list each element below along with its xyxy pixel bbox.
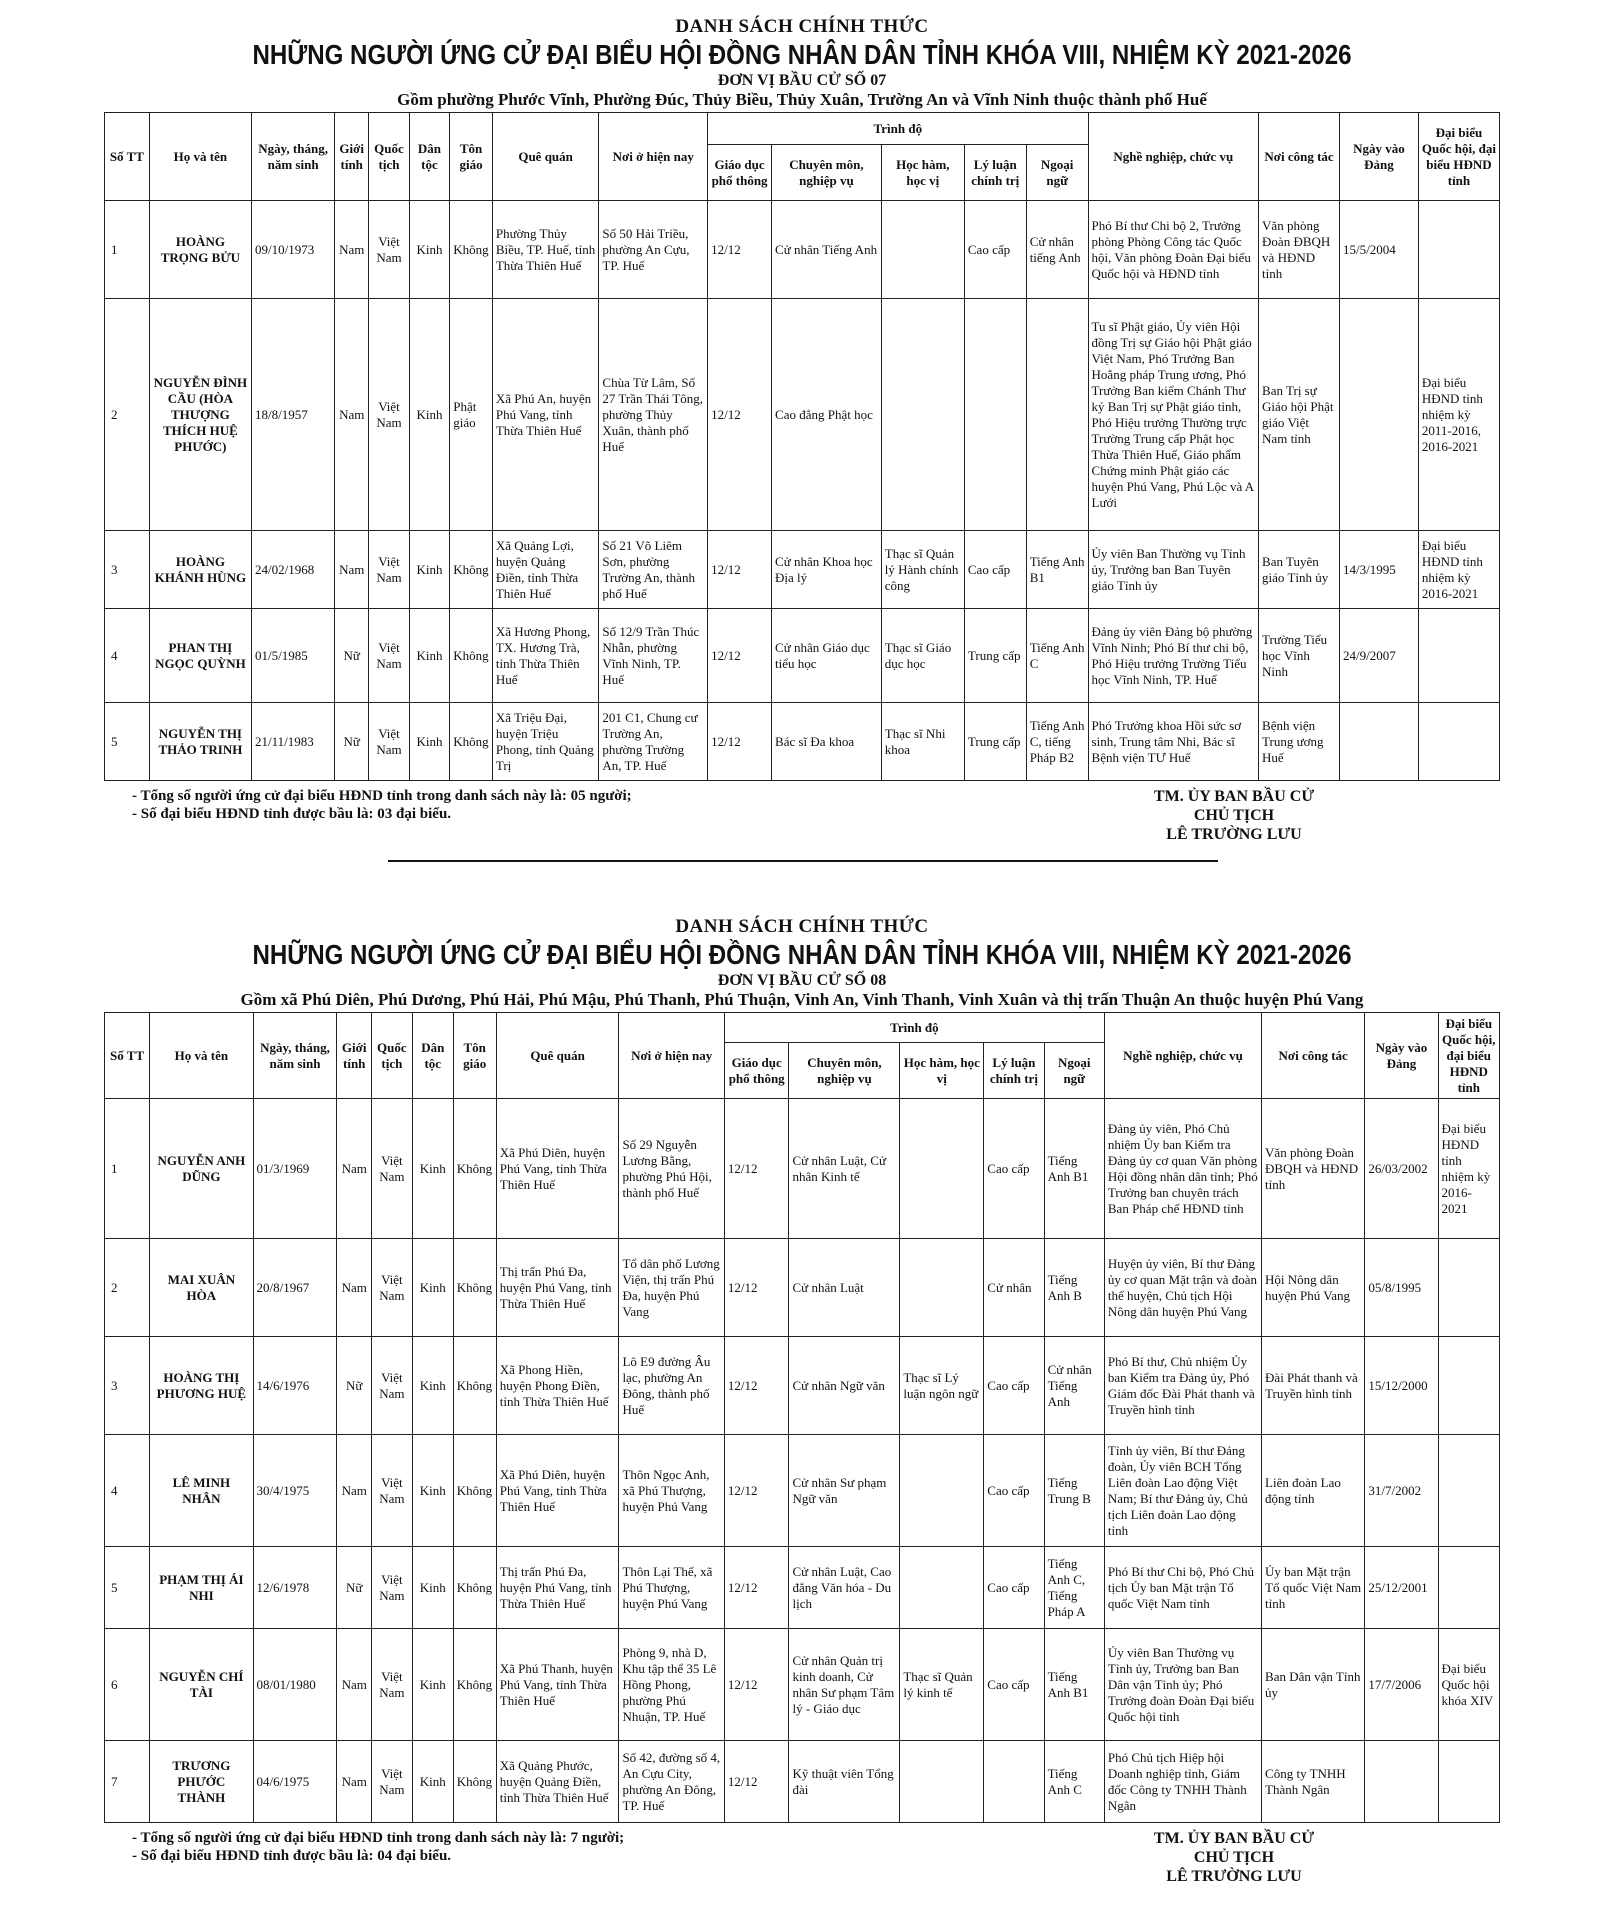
cell-politics: Cử nhân (984, 1239, 1044, 1337)
footer-notes (104, 1829, 1500, 1889)
cell-stt: 5 (105, 1547, 150, 1629)
cell-ethnicity: Kinh (412, 1337, 453, 1435)
cell-language: Tiếng Anh C, tiếng Pháp B2 (1026, 703, 1088, 781)
col-occupation: Nghề nghiệp, chức vụ (1088, 113, 1259, 201)
cell-politics: Cao cấp (964, 201, 1026, 299)
cell-stt: 4 (105, 1435, 150, 1547)
col-language: Ngoại ngữ (1044, 1043, 1104, 1099)
cell-general-edu: 12/12 (708, 609, 772, 703)
cell-party-date: 25/12/2001 (1365, 1547, 1438, 1629)
cell-party-date (1365, 1741, 1438, 1823)
cell-degree: Thạc sĩ Giáo dục học (881, 609, 964, 703)
cell-occupation: Phó Chủ tịch Hiệp hội Doanh nghiệp tỉnh, Giám đốc Công ty TNHH Thành Ngân (1104, 1741, 1261, 1823)
col-degree: Học hàm, học vị (900, 1043, 984, 1099)
cell-general-edu: 12/12 (708, 531, 772, 609)
note-seats: - Số đại biểu HĐND tỉnh được bầu là: 04 đại biểu. (132, 1848, 452, 1864)
table-row (105, 1547, 1500, 1629)
col-delegate: Đại biểu Quốc hội, đại biểu HĐND tỉnh (1418, 113, 1499, 201)
cell-occupation: Tỉnh ủy viên, Bí thư Đảng đoàn, Ủy viên BCH Tổng Liên đoàn Lao động Việt Nam; Bí thư Đảng ủy, Chủ tịch Liên đoàn Lao động tỉnh (1104, 1435, 1261, 1547)
col-workplace: Nơi công tác (1262, 1013, 1365, 1099)
cell-stt: 7 (105, 1741, 150, 1823)
cell-stt: 1 (105, 201, 150, 299)
cell-degree (900, 1239, 984, 1337)
col-religion: Tôn giáo (450, 113, 493, 201)
cell-specialty: Cử nhân Ngữ văn (789, 1337, 900, 1435)
table-row (105, 1629, 1500, 1741)
footer-notes (104, 787, 1500, 847)
cell-specialty: Cử nhân Quản trị kinh doanh, Cử nhân Sư phạm Tâm lý - Giáo dục (789, 1629, 900, 1741)
cell-dob: 21/11/1983 (252, 703, 335, 781)
cell-workplace: Văn phòng Đoàn ĐBQH và HĐND tỉnh (1262, 1099, 1365, 1239)
doc-kicker: DANH SÁCH CHÍNH THỨC (675, 916, 929, 937)
cell-hometown: Phường Thủy Biều, TP. Huế, tỉnh Thừa Thiên Huế (492, 201, 599, 299)
section-header (104, 916, 1500, 1010)
cell-stt: 4 (105, 609, 150, 703)
cell-party-date (1340, 299, 1419, 531)
cell-occupation: Phó Bí thư Chi bộ, Phó Chủ tịch Ủy ban Mặt trận Tổ quốc Việt Nam tỉnh (1104, 1547, 1261, 1629)
cell-hometown: Xã Phú Thanh, huyện Phú Vang, tỉnh Thừa Thiên Huế (496, 1629, 619, 1741)
cell-name: NGUYỄN THỊ THẢO TRINH (149, 703, 251, 781)
cell-residence: Lô E9 đường Âu lạc, phường An Đông, thành phố Huế (619, 1337, 724, 1435)
cell-language: Tiếng Anh C (1044, 1741, 1104, 1823)
cell-nationality: Việt Nam (371, 1435, 412, 1547)
cell-delegate (1438, 1741, 1499, 1823)
cell-ethnicity: Kinh (412, 1435, 453, 1547)
cell-stt: 2 (105, 1239, 150, 1337)
cell-ethnicity: Kinh (412, 1629, 453, 1741)
note-seats: - Số đại biểu HĐND tỉnh được bầu là: 03 đại biểu. (132, 806, 452, 822)
cell-hometown: Xã Triệu Đại, huyện Triệu Phong, tỉnh Quảng Trị (492, 703, 599, 781)
cell-delegate: Đại biểu HĐND tỉnh nhiệm kỳ 2011-2016, 2016-2021 (1418, 299, 1499, 531)
cell-specialty: Cử nhân Khoa học Địa lý (772, 531, 882, 609)
cell-politics: Trung cấp (964, 609, 1026, 703)
cell-nationality: Việt Nam (371, 1547, 412, 1629)
cell-language: Tiếng Anh B1 (1044, 1629, 1104, 1741)
cell-specialty: Cử nhân Luật (789, 1239, 900, 1337)
cell-specialty: Cao đẳng Phật học (772, 299, 882, 531)
signature-block (1084, 1829, 1384, 1886)
cell-name: PHAN THỊ NGỌC QUỲNH (149, 609, 251, 703)
cell-hometown: Xã Phú Diên, huyện Phú Vang, tỉnh Thừa Thiên Huế (496, 1435, 619, 1547)
cell-hometown: Xã Phú Diên, huyện Phú Vang, tỉnh Thừa Thiên Huế (496, 1099, 619, 1239)
signature-block (1084, 787, 1384, 844)
cell-residence: Số 12/9 Trần Thúc Nhẫn, phường Vĩnh Ninh, TP. Huế (599, 609, 708, 703)
cell-occupation: Huyện ủy viên, Bí thư Đảng ủy cơ quan Mặt trận và đoàn thể huyện, Chủ tịch Hội Nông dân huyện Phú Vang (1104, 1239, 1261, 1337)
cell-language: Tiếng Anh B1 (1026, 531, 1088, 609)
cell-language: Tiếng Anh B1 (1044, 1099, 1104, 1239)
col-name: Họ và tên (150, 1013, 253, 1099)
cell-ethnicity: Kinh (412, 1099, 453, 1239)
cell-stt: 3 (105, 1337, 150, 1435)
cell-specialty: Cử nhân Tiếng Anh (772, 201, 882, 299)
col-specialty: Chuyên môn, nghiệp vụ (789, 1043, 900, 1099)
cell-residence: Tổ dân phố Lương Viện, thị trấn Phú Đa, huyện Phú Vang (619, 1239, 724, 1337)
cell-occupation: Đảng ủy viên Đảng bộ phường Vĩnh Ninh; Phó Bí thư chi bộ, Phó Hiệu trưởng Trường Tiểu học Vĩnh Ninh, TP. Huế (1088, 609, 1259, 703)
cell-name: PHẠM THỊ ÁI NHI (150, 1547, 253, 1629)
cell-politics: Cao cấp (984, 1435, 1044, 1547)
cell-nationality: Việt Nam (371, 1337, 412, 1435)
cell-religion: Không (453, 1099, 496, 1239)
doc-title: NHỮNG NGƯỜI ỨNG CỬ ĐẠI BIỂU HỘI ĐỒNG NHÂN DÂN TỈNH KHÓA VIII, NHIỆM KỲ 2021-2026 (252, 939, 1352, 970)
cell-religion: Không (450, 609, 493, 703)
sign-org: TM. ỦY BAN BẦU CỬ (1153, 788, 1315, 805)
cell-hometown: Xã Quảng Lợi, huyện Quảng Điền, tỉnh Thừa Thiên Huế (492, 531, 599, 609)
cell-workplace: Ban Trị sự Giáo hội Phật giáo Việt Nam tỉnh (1259, 299, 1340, 531)
cell-ethnicity: Kinh (409, 531, 449, 609)
cell-nationality: Việt Nam (369, 299, 409, 531)
cell-hometown: Xã Hương Phong, TX. Hương Trà, tỉnh Thừa Thiên Huế (492, 609, 599, 703)
cell-dob: 18/8/1957 (252, 299, 335, 531)
cell-religion: Phật giáo (450, 299, 493, 531)
cell-occupation: Ủy viên Ban Thường vụ Tỉnh ủy, Trưởng ban Ban Tuyên giáo Tỉnh ủy (1088, 531, 1259, 609)
cell-delegate (1438, 1435, 1499, 1547)
note-total-candidates: - Tổng số người ứng cử đại biểu HĐND tỉnh trong danh sách này là: 7 người; (132, 1830, 625, 1846)
cell-residence: Số 42, đường số 4, An Cựu City, phường An Đông, TP. Huế (619, 1741, 724, 1823)
cell-politics: Cao cấp (984, 1337, 1044, 1435)
cell-nationality: Việt Nam (369, 703, 409, 781)
cell-language: Tiếng Anh C, Tiếng Pháp A (1044, 1547, 1104, 1629)
cell-nationality: Việt Nam (369, 201, 409, 299)
cell-dob: 30/4/1975 (253, 1435, 337, 1547)
cell-degree (900, 1547, 984, 1629)
cell-delegate (1418, 609, 1499, 703)
doc-kicker: DANH SÁCH CHÍNH THỨC (675, 16, 929, 37)
cell-ethnicity: Kinh (409, 201, 449, 299)
col-general-edu: Giáo dục phổ thông (708, 145, 772, 201)
doc-title: NHỮNG NGƯỜI ỨNG CỬ ĐẠI BIỂU HỘI ĐỒNG NHÂN DÂN TỈNH KHÓA VIII, NHIỆM KỲ 2021-2026 (252, 39, 1352, 70)
cell-hometown: Xã Phú An, huyện Phú Vang, tỉnh Thừa Thiên Huế (492, 299, 599, 531)
cell-dob: 24/02/1968 (252, 531, 335, 609)
col-party-date: Ngày vào Đảng (1365, 1013, 1438, 1099)
cell-residence: Số 29 Nguyễn Lương Bằng, phường Phú Hội, thành phố Huế (619, 1099, 724, 1239)
table-row (105, 1741, 1500, 1823)
cell-general-edu: 12/12 (724, 1099, 789, 1239)
cell-degree: Thạc sĩ Nhi khoa (881, 703, 964, 781)
cell-politics (964, 299, 1026, 531)
table-row (105, 201, 1500, 299)
cell-delegate (1438, 1337, 1499, 1435)
cell-workplace: Trường Tiểu học Vĩnh Ninh (1259, 609, 1340, 703)
col-residence: Nơi ở hiện nay (599, 113, 708, 201)
cell-workplace: Ban Dân vận Tỉnh ủy (1262, 1629, 1365, 1741)
cell-specialty: Cử nhân Luật, Cử nhân Kinh tế (789, 1099, 900, 1239)
cell-dob: 09/10/1973 (252, 201, 335, 299)
cell-politics: Cao cấp (984, 1099, 1044, 1239)
cell-specialty: Kỹ thuật viên Tổng đài (789, 1741, 900, 1823)
cell-politics: Cao cấp (984, 1629, 1044, 1741)
cell-party-date: 31/7/2002 (1365, 1435, 1438, 1547)
election-area: Gồm phường Phước Vĩnh, Phường Đúc, Thủy Biều, Thủy Xuân, Trường An và Vĩnh Ninh thuộc thành phố Huế (397, 90, 1207, 109)
cell-politics (984, 1741, 1044, 1823)
col-party-date: Ngày vào Đảng (1340, 113, 1419, 201)
cell-degree: Thạc sĩ Quản lý kinh tế (900, 1629, 984, 1741)
col-gender: Giới tính (337, 1013, 371, 1099)
col-degree: Học hàm, học vị (881, 145, 964, 201)
cell-ethnicity: Kinh (409, 703, 449, 781)
col-hometown: Quê quán (496, 1013, 619, 1099)
table-row (105, 299, 1500, 531)
cell-specialty: Cử nhân Luật, Cao đẳng Văn hóa - Du lịch (789, 1547, 900, 1629)
cell-ethnicity: Kinh (412, 1239, 453, 1337)
col-stt: Số TT (105, 1013, 150, 1099)
election-unit: ĐƠN VỊ BẦU CỬ SỐ 07 (717, 72, 887, 89)
cell-nationality: Việt Nam (371, 1099, 412, 1239)
cell-language: Tiếng Anh B (1044, 1239, 1104, 1337)
col-specialty: Chuyên môn, nghiệp vụ (772, 145, 882, 201)
cell-residence: Thôn Lại Thế, xã Phú Thượng, huyện Phú Vang (619, 1547, 724, 1629)
cell-dob: 01/3/1969 (253, 1099, 337, 1239)
cell-nationality: Việt Nam (371, 1629, 412, 1741)
cell-stt: 2 (105, 299, 150, 531)
cell-residence: Thôn Ngọc Anh, xã Phú Thượng, huyện Phú Vang (619, 1435, 724, 1547)
cell-religion: Không (450, 703, 493, 781)
cell-workplace: Công ty TNHH Thành Ngân (1262, 1741, 1365, 1823)
sign-title: CHỦ TỊCH (1193, 1849, 1275, 1866)
cell-name: HOÀNG THỊ PHƯƠNG HUỆ (150, 1337, 253, 1435)
cell-politics: Trung cấp (964, 703, 1026, 781)
col-workplace: Nơi công tác (1259, 113, 1340, 201)
section-divider (388, 860, 1218, 862)
col-politics: Lý luận chính trị (984, 1043, 1044, 1099)
section-unit-08 (104, 916, 1500, 1889)
cell-delegate (1418, 703, 1499, 781)
sign-title: CHỦ TỊCH (1193, 807, 1275, 824)
summary-notes (132, 787, 632, 823)
cell-general-edu: 12/12 (724, 1629, 789, 1741)
cell-residence: Số 21 Võ Liêm Sơn, phường Trường An, thành phố Huế (599, 531, 708, 609)
cell-specialty: Cử nhân Sư phạm Ngữ văn (789, 1435, 900, 1547)
cell-hometown: Thị trấn Phú Đa, huyện Phú Vang, tỉnh Thừa Thiên Huế (496, 1547, 619, 1629)
cell-occupation: Phó Trưởng khoa Hồi sức sơ sinh, Trung tâm Nhi, Bác sĩ Bệnh viện TƯ Huế (1088, 703, 1259, 781)
col-occupation: Nghề nghiệp, chức vụ (1104, 1013, 1261, 1099)
cell-nationality: Việt Nam (369, 531, 409, 609)
cell-occupation: Đảng ủy viên, Phó Chủ nhiệm Ủy ban Kiểm tra Đảng ủy cơ quan Văn phòng Hội đồng nhân dân tỉnh; Phó Trưởng ban chuyên trách Ban Pháp chế HĐND tỉnh (1104, 1099, 1261, 1239)
cell-gender: Nữ (337, 1547, 371, 1629)
table-row (105, 1435, 1500, 1547)
cell-name: MAI XUÂN HÒA (150, 1239, 253, 1337)
election-unit: ĐƠN VỊ BẦU CỬ SỐ 08 (717, 972, 887, 989)
cell-general-edu: 12/12 (724, 1337, 789, 1435)
sign-org: TM. ỦY BAN BẦU CỬ (1153, 1830, 1315, 1847)
col-hometown: Quê quán (492, 113, 599, 201)
cell-name: HOÀNG KHÁNH HÙNG (149, 531, 251, 609)
cell-stt: 1 (105, 1099, 150, 1239)
cell-dob: 04/6/1975 (253, 1741, 337, 1823)
cell-workplace: Đài Phát thanh và Truyền hình tỉnh (1262, 1337, 1365, 1435)
col-residence: Nơi ở hiện nay (619, 1013, 724, 1099)
cell-general-edu: 12/12 (724, 1547, 789, 1629)
cell-workplace: Hội Nông dân huyện Phú Vang (1262, 1239, 1365, 1337)
section-header (104, 16, 1500, 110)
cell-language: Tiếng Trung B (1044, 1435, 1104, 1547)
cell-delegate (1438, 1239, 1499, 1337)
cell-stt: 5 (105, 703, 150, 781)
cell-nationality: Việt Nam (369, 609, 409, 703)
cell-gender: Nam (337, 1239, 371, 1337)
note-total-candidates: - Tổng số người ứng cử đại biểu HĐND tỉnh trong danh sách này là: 05 người; (132, 788, 632, 804)
cell-degree: Thạc sĩ Quản lý Hành chính công (881, 531, 964, 609)
cell-name: NGUYỄN ĐÌNH CẦU (HÒA THƯỢNG THÍCH HUỆ PHƯỚC) (149, 299, 251, 531)
cell-party-date: 14/3/1995 (1340, 531, 1419, 609)
cell-gender: Nam (337, 1099, 371, 1239)
cell-stt: 3 (105, 531, 150, 609)
cell-ethnicity: Kinh (412, 1547, 453, 1629)
cell-delegate (1438, 1547, 1499, 1629)
col-ethnicity: Dân tộc (409, 113, 449, 201)
candidate-table (104, 112, 1500, 781)
cell-workplace: Ban Tuyên giáo Tỉnh ủy (1259, 531, 1340, 609)
cell-ethnicity: Kinh (409, 609, 449, 703)
col-delegate: Đại biểu Quốc hội, đại biểu HĐND tỉnh (1438, 1013, 1499, 1099)
cell-general-edu: 12/12 (708, 299, 772, 531)
cell-party-date: 05/8/1995 (1365, 1239, 1438, 1337)
col-stt: Số TT (105, 113, 150, 201)
cell-residence: Phòng 9, nhà D, Khu tập thể 35 Lê Hồng Phong, phường Phú Nhuận, TP. Huế (619, 1629, 724, 1741)
col-politics: Lý luận chính trị (964, 145, 1026, 201)
col-nationality: Quốc tịch (371, 1013, 412, 1099)
cell-stt: 6 (105, 1629, 150, 1741)
cell-party-date: 24/9/2007 (1340, 609, 1419, 703)
sign-name: LÊ TRƯỜNG LƯU (1166, 1868, 1302, 1885)
cell-occupation: Phó Bí thư, Chủ nhiệm Ủy ban Kiểm tra Đảng ủy, Phó Giám đốc Đài Phát thanh và Truyền hình tỉnh (1104, 1337, 1261, 1435)
cell-dob: 14/6/1976 (253, 1337, 337, 1435)
table-row (105, 703, 1500, 781)
cell-dob: 20/8/1967 (253, 1239, 337, 1337)
cell-hometown: Xã Phong Hiền, huyện Phong Điền, tỉnh Thừa Thiên Huế (496, 1337, 619, 1435)
cell-religion: Không (453, 1547, 496, 1629)
table-row (105, 1239, 1500, 1337)
cell-name: NGUYỄN ANH DŨNG (150, 1099, 253, 1239)
cell-delegate (1418, 201, 1499, 299)
cell-ethnicity: Kinh (412, 1741, 453, 1823)
sign-name: LÊ TRƯỜNG LƯU (1166, 826, 1302, 843)
table-row (105, 1099, 1500, 1239)
cell-gender: Nam (335, 531, 369, 609)
cell-gender: Nữ (335, 703, 369, 781)
summary-notes (132, 1829, 624, 1865)
cell-hometown: Xã Quảng Phước, huyện Quảng Điền, tỉnh Thừa Thiên Huế (496, 1741, 619, 1823)
cell-gender: Nam (335, 201, 369, 299)
cell-name: LÊ MINH NHÂN (150, 1435, 253, 1547)
table-row (105, 531, 1500, 609)
cell-degree (881, 299, 964, 531)
cell-general-edu: 12/12 (724, 1435, 789, 1547)
candidate-table (104, 1012, 1500, 1823)
col-language: Ngoại ngữ (1026, 145, 1088, 201)
cell-delegate: Đại biểu HĐND tỉnh nhiệm kỳ 2016-2021 (1438, 1099, 1499, 1239)
col-nationality: Quốc tịch (369, 113, 409, 201)
cell-name: HOÀNG TRỌNG BỬU (149, 201, 251, 299)
cell-language (1026, 299, 1088, 531)
cell-religion: Không (453, 1239, 496, 1337)
cell-degree (900, 1099, 984, 1239)
cell-language: Cử nhân tiếng Anh (1026, 201, 1088, 299)
cell-religion: Không (453, 1629, 496, 1741)
cell-residence: Số 50 Hải Triều, phường An Cựu, TP. Huế (599, 201, 708, 299)
cell-specialty: Cử nhân Giáo dục tiểu học (772, 609, 882, 703)
col-religion: Tôn giáo (453, 1013, 496, 1099)
cell-degree: Thạc sĩ Lý luận ngôn ngữ (900, 1337, 984, 1435)
cell-dob: 12/6/1978 (253, 1547, 337, 1629)
election-area: Gồm xã Phú Diên, Phú Dương, Phú Hải, Phú Mậu, Phú Thanh, Phú Thuận, Vinh An, Vinh Thanh, Vinh Xuân và thị trấn Thuận An thuộc huyện Phú Vang (240, 990, 1364, 1009)
cell-religion: Không (453, 1337, 496, 1435)
cell-occupation: Phó Bí thư Chi bộ 2, Trưởng phòng Phòng Công tác Quốc hội, Văn phòng Đoàn Đại biểu Quốc hội và HĐND tỉnh (1088, 201, 1259, 299)
cell-residence: Chùa Từ Lâm, Số 27 Trần Thái Tông, phường Thủy Xuân, thành phố Huế (599, 299, 708, 531)
cell-language: Cử nhân Tiếng Anh (1044, 1337, 1104, 1435)
cell-gender: Nam (335, 299, 369, 531)
cell-party-date: 17/7/2006 (1365, 1629, 1438, 1741)
cell-delegate: Đại biểu HĐND tỉnh nhiệm kỳ 2016-2021 (1418, 531, 1499, 609)
col-gender: Giới tính (335, 113, 369, 201)
cell-workplace: Bệnh viện Trung ương Huế (1259, 703, 1340, 781)
cell-workplace: Ủy ban Mặt trận Tổ quốc Việt Nam tỉnh (1262, 1547, 1365, 1629)
cell-name: TRƯƠNG PHƯỚC THÀNH (150, 1741, 253, 1823)
col-level-group: Trình độ (724, 1013, 1104, 1043)
table-row (105, 609, 1500, 703)
cell-politics: Cao cấp (964, 531, 1026, 609)
col-dob: Ngày, tháng, năm sinh (253, 1013, 337, 1099)
col-level-group: Trình độ (708, 113, 1088, 145)
cell-gender: Nữ (335, 609, 369, 703)
cell-workplace: Liên đoàn Lao động tỉnh (1262, 1435, 1365, 1547)
cell-general-edu: 12/12 (708, 703, 772, 781)
cell-degree (881, 201, 964, 299)
cell-party-date: 15/5/2004 (1340, 201, 1419, 299)
section-unit-07 (104, 16, 1500, 847)
cell-religion: Không (453, 1435, 496, 1547)
cell-degree (900, 1741, 984, 1823)
cell-hometown: Thị trấn Phú Đa, huyện Phú Vang, tỉnh Thừa Thiên Huế (496, 1239, 619, 1337)
cell-specialty: Bác sĩ Đa khoa (772, 703, 882, 781)
col-general-edu: Giáo dục phổ thông (724, 1043, 789, 1099)
cell-ethnicity: Kinh (409, 299, 449, 531)
cell-occupation: Tu sĩ Phật giáo, Ủy viên Hội đồng Trị sự Giáo hội Phật giáo Việt Nam, Phó Trưởng Ban Hoằng pháp Trung ương, Phó Trưởng Ban kiểm Chánh Thư ký Ban Trị sự Phật giáo tỉnh, Phó Hiệu trưởng Thường trực Trường Trung cấp Phật học Thừa Thiên Huế, Giáo phẩm Chứng minh Phật giáo các huyện Phú Vang, Phú Lộc và A Lưới (1088, 299, 1259, 531)
cell-religion: Không (453, 1741, 496, 1823)
col-ethnicity: Dân tộc (412, 1013, 453, 1099)
cell-general-edu: 12/12 (724, 1741, 789, 1823)
cell-gender: Nam (337, 1629, 371, 1741)
cell-gender: Nữ (337, 1337, 371, 1435)
cell-nationality: Việt Nam (371, 1741, 412, 1823)
cell-nationality: Việt Nam (371, 1239, 412, 1337)
cell-dob: 08/01/1980 (253, 1629, 337, 1741)
cell-religion: Không (450, 201, 493, 299)
cell-party-date: 15/12/2000 (1365, 1337, 1438, 1435)
cell-general-edu: 12/12 (724, 1239, 789, 1337)
cell-workplace: Văn phòng Đoàn ĐBQH và HĐND tỉnh (1259, 201, 1340, 299)
cell-dob: 01/5/1985 (252, 609, 335, 703)
cell-party-date: 26/03/2002 (1365, 1099, 1438, 1239)
cell-delegate: Đại biểu Quốc hội khóa XIV (1438, 1629, 1499, 1741)
cell-degree (900, 1435, 984, 1547)
table-row (105, 1337, 1500, 1435)
cell-residence: 201 C1, Chung cư Trường An, phường Trường An, TP. Huế (599, 703, 708, 781)
cell-religion: Không (450, 531, 493, 609)
cell-general-edu: 12/12 (708, 201, 772, 299)
col-name: Họ và tên (149, 113, 251, 201)
cell-party-date (1340, 703, 1419, 781)
cell-occupation: Ủy viên Ban Thường vụ Tỉnh ủy, Trưởng ban Ban Dân vận Tỉnh ủy; Phó Trưởng đoàn Đoàn Đại biểu Quốc hội tỉnh (1104, 1629, 1261, 1741)
cell-language: Tiếng Anh C (1026, 609, 1088, 703)
cell-name: NGUYỄN CHÍ TÀI (150, 1629, 253, 1741)
cell-gender: Nam (337, 1741, 371, 1823)
col-dob: Ngày, tháng, năm sinh (252, 113, 335, 201)
cell-politics: Cao cấp (984, 1547, 1044, 1629)
cell-gender: Nam (337, 1435, 371, 1547)
